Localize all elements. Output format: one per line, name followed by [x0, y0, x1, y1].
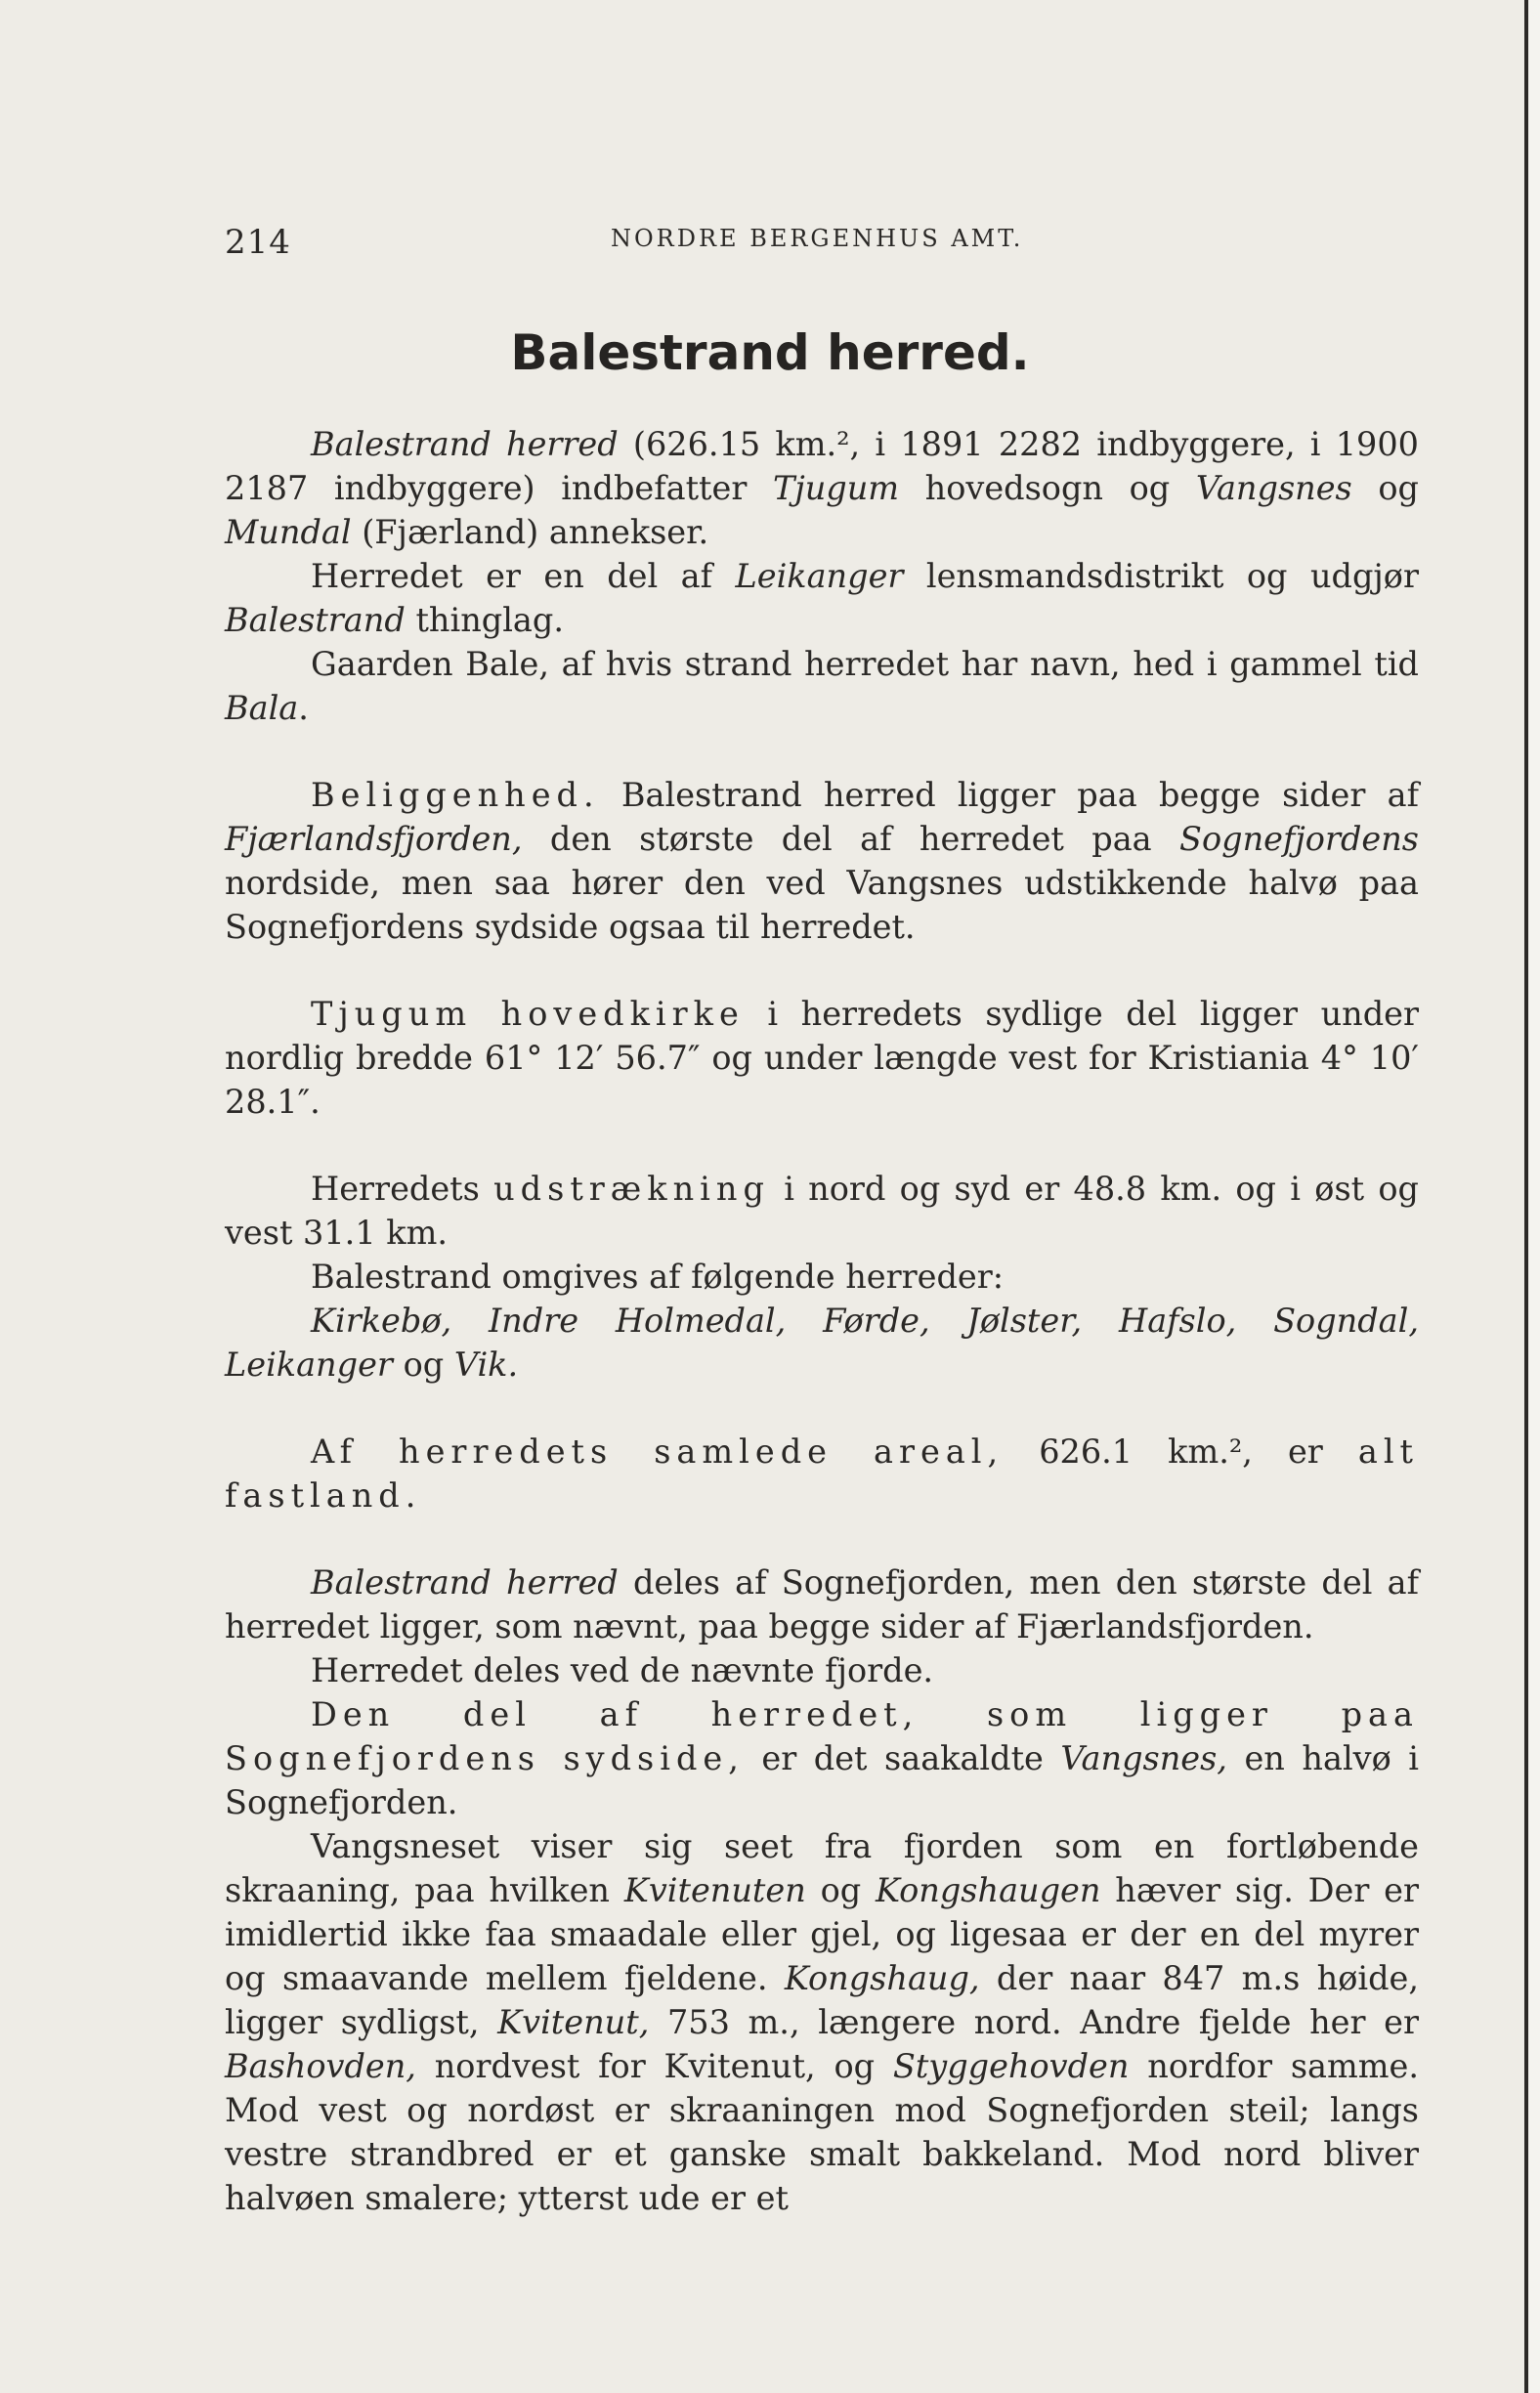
paragraph-fjords	[225, 1648, 1419, 1692]
text-italic: Styggehovden	[892, 2047, 1130, 2085]
text: 626.1 km.², er	[1004, 1432, 1358, 1471]
text: den største del af herredet paa	[522, 820, 1180, 858]
text: der naar 847 m.s høide, ligger sydligst,	[225, 1959, 1419, 2041]
paragraph-south-side	[225, 1692, 1419, 1824]
page-edge	[1528, 0, 1540, 2393]
text: Herredet er en del af	[311, 557, 736, 595]
text: Vangsneset viser sig seet fra fjorden som en fortløbende skraaning, paa hvilken	[225, 1827, 1419, 1909]
running-title: NORDRE BERGENHUS AMT.	[611, 225, 1024, 252]
text-spaced: alt fastland.	[225, 1432, 1419, 1515]
text: i nord og syd er 48.8 km. og i øst og vest 31.1 km.	[225, 1170, 1420, 1252]
text-italic: Balestrand herred	[311, 425, 619, 463]
text: Herredet deles ved de nævnte fjorde.	[311, 1651, 934, 1689]
text: thinglag.	[405, 601, 564, 639]
paragraph-extent	[225, 1167, 1419, 1255]
text-italic: Fjærlandsfjorden,	[225, 820, 523, 858]
paragraph-coordinates	[225, 992, 1419, 1124]
text-italic: Balestrand herred	[311, 1563, 619, 1602]
text-italic: Kvitenuten	[623, 1871, 806, 1909]
text: nordfor samme. Mod vest og nordøst er skraaningen mod Sognefjorden steil; langs vestre strandbred er et ganske smalt bakkeland. Mod nord bliver halvøen smalere; ytterst ude er et	[225, 2047, 1419, 2217]
paragraph-division	[225, 1560, 1419, 1648]
paragraph-area	[225, 1430, 1419, 1517]
text: i herredets sydlige del ligger under nordlig bredde 61° 12′ 56.7″ og under længde vest for Kristiania 4° 10′ 28.1″.	[225, 995, 1419, 1121]
paragraph-neighbours-list	[225, 1299, 1419, 1387]
text-italic: Balestrand	[225, 601, 406, 639]
text: (Fjærland) annekser.	[351, 513, 709, 551]
text: Balestrand herred ligger paa begge sider af	[599, 776, 1419, 814]
text-italic: Vik.	[453, 1346, 519, 1384]
text-italic: Kvitenut,	[497, 2003, 650, 2041]
text: .	[298, 689, 309, 727]
text: Herredets	[311, 1170, 494, 1208]
text-italic: Bashovden,	[225, 2047, 416, 2085]
body-text	[225, 422, 1419, 2220]
text-spaced: Beliggenhed.	[311, 776, 600, 814]
text: nordvest for Kvitenut, og	[415, 2047, 893, 2085]
text-spaced: Den del af herredet, som ligger paa Sognefjordens sydside,	[225, 1695, 1419, 1777]
text: en halvø i Sognefjorden.	[225, 1739, 1419, 1821]
text: 753 m., længere nord. Andre fjelde her er	[649, 2003, 1419, 2041]
text: og	[1351, 469, 1419, 507]
page-number: 214	[225, 223, 291, 262]
text: lensmandsdistrikt og udgjør	[903, 557, 1419, 595]
text: og	[805, 1871, 876, 1909]
text-italic: Tjugum	[772, 469, 900, 507]
text-italic: Kongshaugen	[875, 1871, 1101, 1909]
section-title: Balestrand herred.	[510, 324, 1030, 381]
text-italic: Kirkebø, Indre Holmedal, Førde, Jølster, Hafslo, Sogndal, Leikanger	[225, 1302, 1419, 1384]
text: deles af Sognefjorden, men den største del af herredet ligger, som nævnt, paa begge sider af Fjærlandsfjorden.	[225, 1563, 1419, 1645]
text-spaced: Af herredets samlede areal,	[311, 1432, 1005, 1471]
paragraph-location	[225, 773, 1419, 949]
paragraph-neighbours-intro	[225, 1255, 1419, 1299]
text-spaced: udstrækning	[493, 1170, 770, 1208]
text: (626.15 km.², i 1891 2282 indbyggere, i 1900 2187 indbyggere) indbefatter	[225, 425, 1419, 507]
text-spaced: Tjugum hovedkirke	[311, 995, 745, 1033]
text-italic: Bala	[225, 689, 299, 727]
text-italic: Vangsnes,	[1060, 1739, 1227, 1777]
paragraph-district	[225, 554, 1419, 642]
text-italic: Kongshaug,	[784, 1959, 980, 1997]
text: er det saakaldte	[744, 1739, 1061, 1777]
paragraph-name-origin	[225, 642, 1419, 730]
paragraph-intro	[225, 422, 1419, 554]
text: hovedsogn og	[899, 469, 1196, 507]
paragraph-vangsneset	[225, 1824, 1419, 2220]
text: og	[392, 1346, 454, 1384]
text: nordside, men saa hører den ved Vangsnes udstikkende halvø paa Sognefjordens sydside ogsaa til herredet.	[225, 864, 1419, 946]
text: hæver sig. Der er imidlertid ikke faa smaadale eller gjel, og ligesaa er der en del myrer og smaavande mellem fjeldene.	[225, 1871, 1419, 1997]
text: Gaarden Bale, af hvis strand herredet har navn, hed i gammel tid	[311, 645, 1419, 683]
text: Balestrand omgives af følgende herreder:	[311, 1258, 1005, 1296]
text-italic: Leikanger	[735, 557, 904, 595]
text-italic: Vangsnes	[1195, 469, 1352, 507]
text-italic: Sognefjordens	[1179, 820, 1419, 858]
text-italic: Mundal	[225, 513, 352, 551]
